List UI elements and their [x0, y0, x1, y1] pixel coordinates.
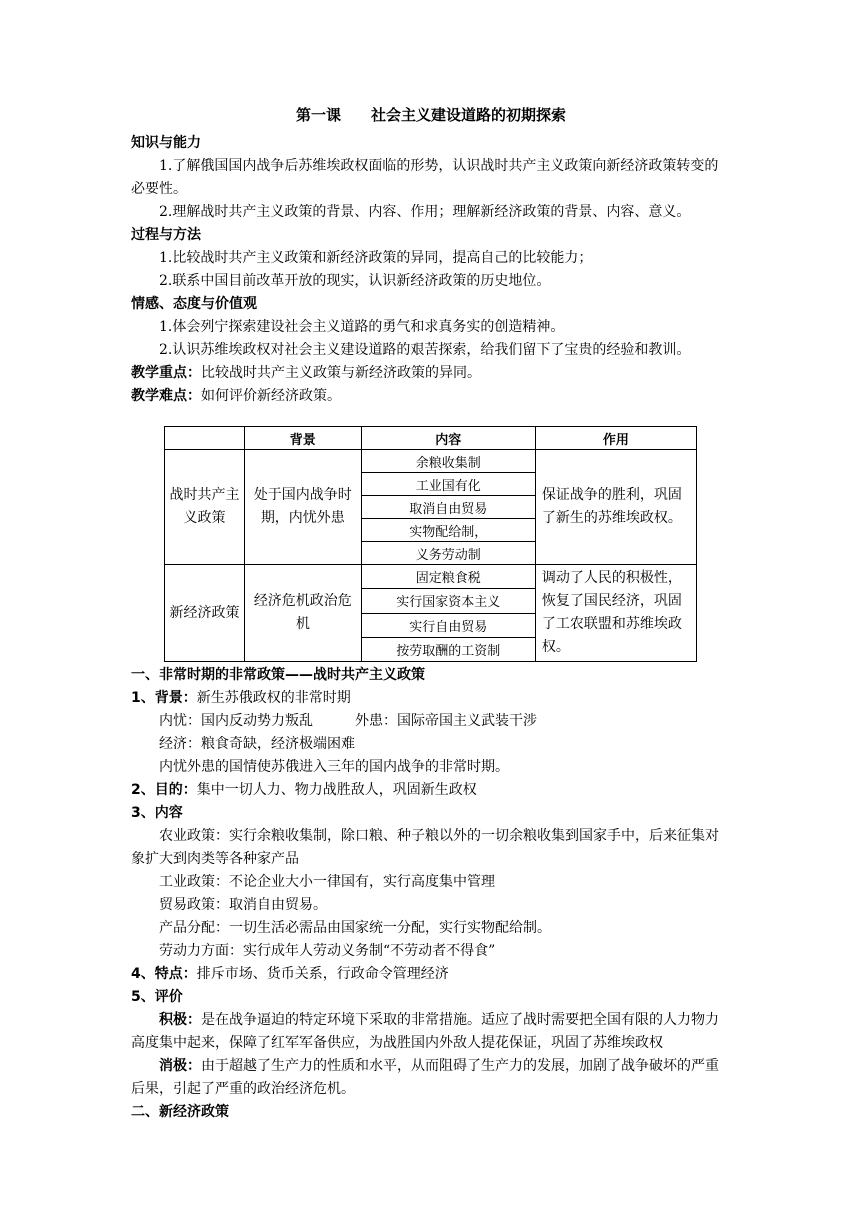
evaluation-heading: 5、评价	[131, 989, 183, 1005]
content-heading: 3、内容	[131, 805, 183, 821]
teaching-focus-text: 比较战时共产主义政策与新经济政策的异同。	[201, 365, 481, 381]
knowledge-heading: 知识与能力	[131, 135, 201, 151]
table-row	[165, 565, 697, 589]
background-text: 新生苏俄政权的非常时期	[196, 690, 351, 706]
negative-label: 消极：	[159, 1058, 201, 1074]
content-cell: 固定粮食税	[361, 565, 535, 589]
content-line: 工业政策：不论企业大小一律国有，实行高度集中管理	[159, 874, 495, 890]
emotion-item: 1.体会列宁探索建设社会主义道路的勇气和求真务实的创造精神。	[159, 319, 565, 335]
aim-text: 集中一切人力、物力战胜敌人，巩固新生政权	[196, 782, 477, 798]
positive-label: 积极：	[159, 1012, 201, 1028]
content-line: 劳动力方面：实行成年人劳动义务制“不劳动者不得食”	[159, 943, 496, 959]
aim-section	[131, 779, 731, 802]
effect-cell: 调动了人民的积极性，恢复了国民经济，巩固了工农联盟和苏维埃政权。	[535, 565, 696, 662]
comparison-table	[164, 426, 697, 662]
aim-label: 2、目的：	[131, 782, 197, 798]
emotion-heading: 情感、态度与价值观	[131, 296, 257, 312]
teaching-difficulty-text: 如何评价新经济政策。	[201, 388, 341, 404]
feature-section	[131, 963, 731, 986]
content-line: 产品分配：一切生活必需品由国家统一分配，实行实物配给制。	[159, 920, 551, 936]
teaching-focus-label: 教学重点：	[131, 365, 201, 381]
content-line: 贸易政策：取消自由贸易。	[159, 897, 327, 913]
knowledge-item: 2.理解战时共产主义政策的背景、内容、作用；理解新经济政策的背景、内容、意义。	[159, 204, 691, 220]
background-line: 内忧：国内反动势力叛乱 外患：国际帝国主义武装干涉	[159, 713, 537, 729]
negative-text: 由于超越了生产力的性质和水平，从而阻碍了生产力的发展，加剧了战争破坏的严重后果，引起了严重的政治经济危机。	[131, 1058, 719, 1097]
content-cell: 义务劳动制	[361, 542, 535, 565]
table-header: 背景	[245, 427, 362, 450]
background-line: 经济：粮食奇缺，经济极端困难	[159, 736, 355, 752]
positive-evaluation	[131, 1009, 731, 1055]
process-heading: 过程与方法	[131, 227, 201, 243]
content-cell: 余粮收集制	[361, 450, 535, 473]
negative-evaluation	[131, 1055, 731, 1101]
table-header: 内容	[361, 427, 535, 450]
emotion-item: 2.认识苏维埃政权对社会主义建设道路的艰苦探索，给我们留下了宝贵的经验和教训。	[159, 342, 691, 358]
background-cell: 经济危机政治危机	[245, 565, 362, 662]
positive-text: 是在战争逼迫的特定环境下采取的非常措施。适应了战时需要把全国有限的人力物力高度集中起来，保障了红军军备供应，为战胜国内外敌人提花保证，巩固了苏维埃政权	[131, 1012, 719, 1051]
policy-name-cell: 新经济政策	[165, 565, 245, 662]
content-line: 农业政策：实行余粮收集制，除口粮、种子粮以外的一切余粮收集到国家手中，后来征集对象扩大到肉类等各种家产品	[131, 828, 719, 867]
teaching-difficulty	[131, 385, 731, 408]
part1-heading: 一、非常时期的非常政策——战时共产主义政策	[131, 667, 425, 683]
feature-text: 排斥市场、货币关系，行政命令管理经济	[196, 966, 449, 982]
policy-name-cell: 战时共产主义政策	[165, 450, 245, 565]
table-row	[165, 450, 697, 473]
content-cell: 取消自由贸易	[361, 496, 535, 519]
content-cell: 工业国有化	[361, 473, 535, 496]
page-title: 第一课 社会主义建设道路的初期探索	[295, 106, 566, 124]
table-header-row	[165, 427, 697, 450]
content-cell: 按劳取酬的工资制	[361, 637, 535, 661]
background-label: 1、背景：	[131, 690, 197, 706]
content-cell: 实物配给制，	[361, 519, 535, 542]
table-header: 作用	[535, 427, 696, 450]
teaching-difficulty-label: 教学难点：	[131, 388, 201, 404]
content-cell: 实行自由贸易	[361, 613, 535, 637]
background-cell: 处于国内战争时期，内忧外患	[245, 450, 362, 565]
background-line: 内忧外患的国情使苏俄进入三年的国内战争的非常时期。	[159, 759, 509, 775]
content-cell: 实行国家资本主义	[361, 589, 535, 613]
knowledge-item: 1.了解俄国国内战争后苏维埃政权面临的形势，认识战时共产主义政策向新经济政策转变的必要性。	[131, 158, 719, 197]
table-header	[165, 427, 245, 450]
document-page	[131, 104, 731, 1124]
effect-cell: 保证战争的胜利，巩固了新生的苏维埃政权。	[535, 450, 696, 565]
background-section	[131, 687, 731, 710]
part2-heading: 二、新经济政策	[131, 1104, 229, 1120]
process-item: 2.联系中国目前改革开放的现实，认识新经济政策的历史地位。	[159, 273, 551, 289]
process-item: 1.比较战时共产主义政策和新经济政策的异同，提高自己的比较能力；	[159, 250, 593, 266]
teaching-focus	[131, 362, 731, 385]
feature-label: 4、特点：	[131, 966, 197, 982]
